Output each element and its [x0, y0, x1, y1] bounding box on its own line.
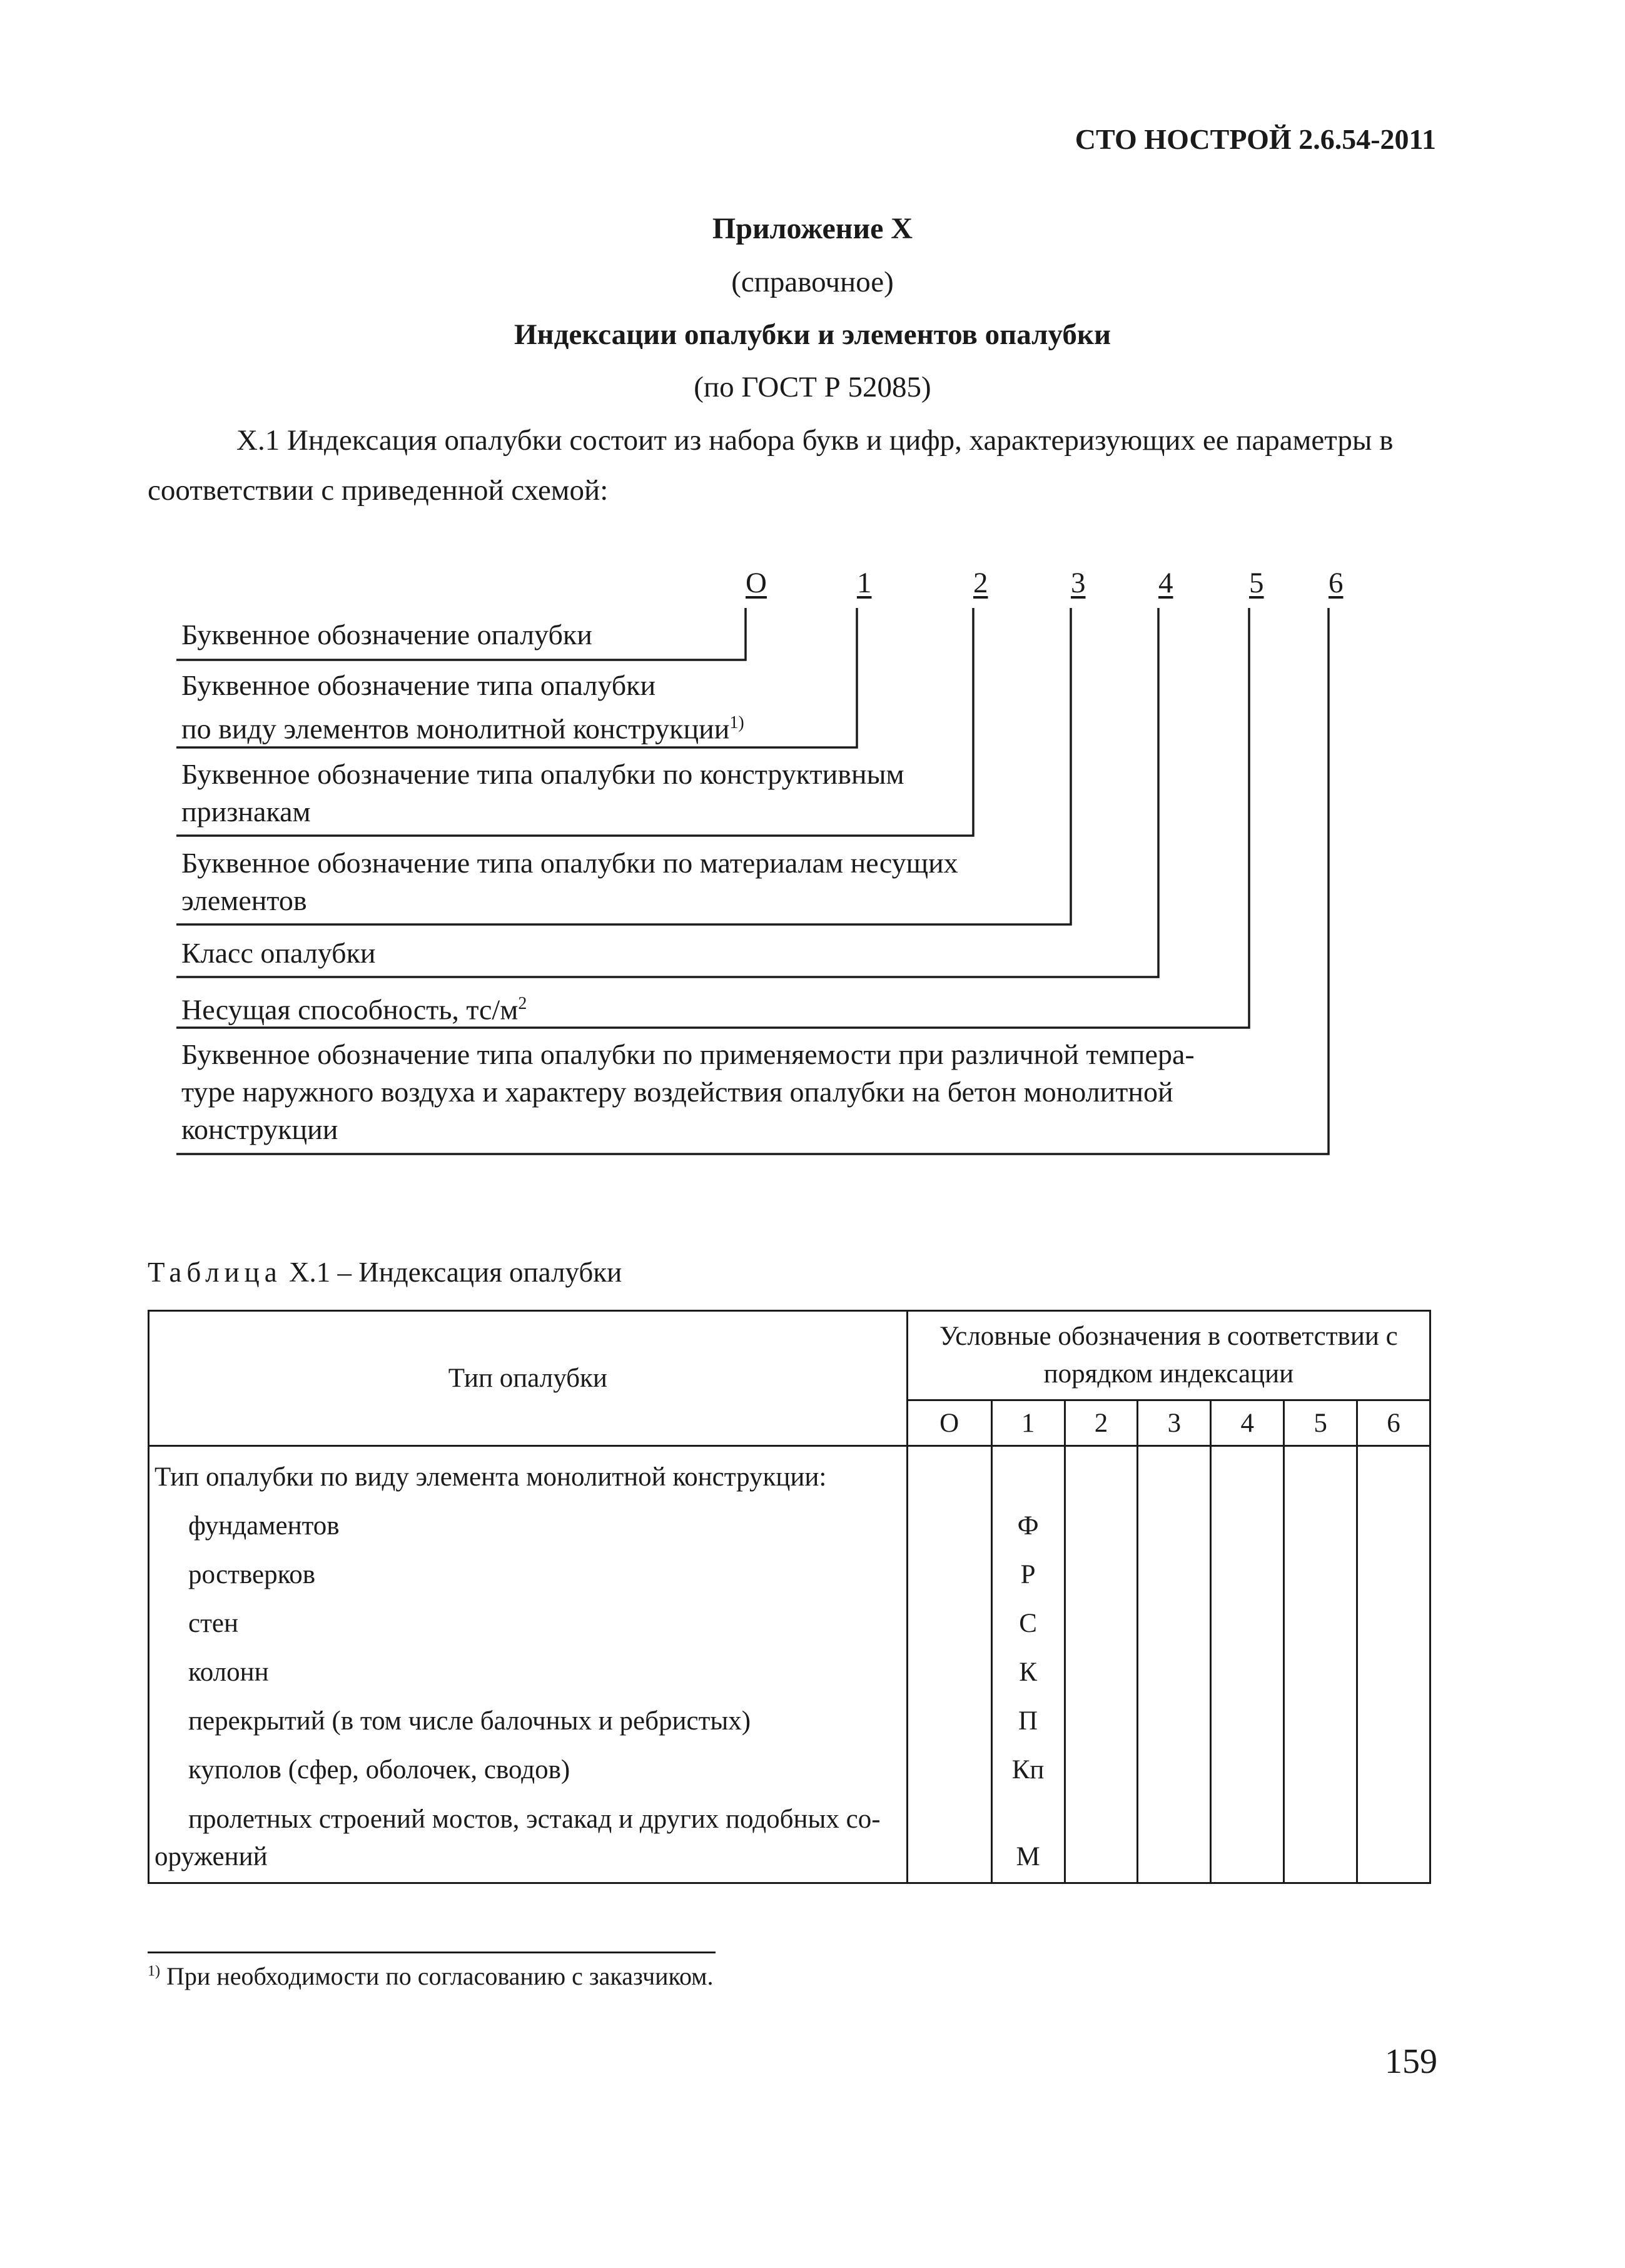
scheme-item-2-line2: признакам	[181, 796, 311, 828]
footnote: $^{1)}$ При необходимости по согласованию с заказчиком.	[148, 1962, 714, 1990]
row-code: К	[1019, 1658, 1037, 1687]
col-o-values	[907, 1446, 991, 1883]
col-1-values	[991, 1446, 1065, 1883]
scheme-item-o: Буквенное обозначение опалубки	[181, 619, 592, 651]
scheme-item-4: Класс опалубки	[181, 937, 376, 969]
footnote-divider	[148, 1952, 716, 1953]
scheme-position-1: 1	[857, 567, 872, 599]
table-body-row	[149, 1446, 1430, 1883]
col-number-6: 6	[1357, 1400, 1430, 1446]
row-type: куполов (сфер, оболочек, сводов)	[188, 1755, 570, 1785]
appendix-heading: Индексации опалубки и элементов опалубки	[514, 318, 1111, 351]
row-code: Кп	[1011, 1755, 1045, 1785]
appendix-source: (по ГОСТ Р 52085)	[694, 371, 931, 403]
footnote-reference: 1)	[729, 713, 744, 732]
row-type: колонн	[188, 1658, 269, 1687]
scheme-item-2-line1: Буквенное обозначение типа опалубки по конструктивным	[181, 758, 904, 790]
scheme-position-o: О	[746, 567, 767, 599]
row-type-continuation: оружений	[154, 1842, 268, 1871]
row-code: Р	[1020, 1560, 1036, 1589]
row-type: пролетных строений мостов, эстакад и других подобных со-	[188, 1805, 881, 1834]
col-number-5: 5	[1284, 1400, 1357, 1446]
appendix-title: Приложение Х	[712, 212, 913, 245]
row-type: фундаментов	[188, 1511, 340, 1541]
type-cell	[149, 1446, 908, 1883]
row-type: ростверков	[188, 1560, 316, 1589]
col-3-values	[1138, 1446, 1211, 1883]
scheme-position-2: 2	[973, 567, 988, 599]
col-number-3: 3	[1138, 1400, 1211, 1446]
page-number: 159	[1385, 2042, 1437, 2081]
scheme-item-6-line3: конструкции	[181, 1113, 338, 1145]
scheme-item-6-line2: туре наружного воздуха и характеру воздействия опалубки на бетон монолитной	[181, 1076, 1173, 1108]
table-caption: Таблица Х.1 – Индексация опалубки	[148, 1257, 622, 1288]
col-4-values	[1211, 1446, 1284, 1883]
scheme-item-3-line2: элементов	[181, 884, 307, 916]
scheme-item-6-line1: Буквенное обозначение типа опалубки по применяемости при различной темпера-	[181, 1038, 1195, 1070]
col-number-o: О	[907, 1400, 991, 1446]
indexation-table	[148, 1310, 1431, 1884]
col-6-values	[1357, 1446, 1430, 1883]
row-code: М	[1016, 1842, 1040, 1871]
scheme-item-1-line2: по виду элементов монолитной конструкции$^{1)}$	[181, 712, 744, 745]
row-code: С	[1019, 1609, 1037, 1638]
scheme-position-3: 3	[1071, 567, 1086, 599]
row-code: П	[1018, 1706, 1038, 1736]
intro-paragraph: Х.1 Индексация опалубки состоит из набора букв и цифр, характеризующих ее параметры в соответствии с приведенной схемой:	[148, 424, 1394, 507]
scheme-item-1-line1: Буквенное обозначение типа опалубки	[181, 669, 656, 701]
row-type: стен	[188, 1609, 238, 1638]
col-number-2: 2	[1065, 1400, 1138, 1446]
col-header-conditions: Условные обозначения в соответствии с порядком индексации	[907, 1311, 1430, 1400]
scheme-position-5: 5	[1249, 567, 1264, 599]
group-title: Тип опалубки по виду элемента монолитной конструкции:	[154, 1462, 827, 1492]
row-code: Ф	[1017, 1511, 1039, 1541]
scheme-position-4: 4	[1158, 567, 1173, 599]
superscript-2: 2	[518, 994, 527, 1013]
scheme-item-3-line1: Буквенное обозначение типа опалубки по материалам несущих	[181, 847, 958, 879]
col-5-values	[1284, 1446, 1357, 1883]
scheme-position-6: 6	[1329, 567, 1344, 599]
col-header-type: Тип опалубки	[149, 1311, 908, 1446]
col-2-values	[1065, 1446, 1138, 1883]
col-number-4: 4	[1211, 1400, 1284, 1446]
scheme-item-5: Несущая способность, тс/м$^2$	[181, 993, 527, 1026]
row-type: перекрытий (в том числе балочных и ребристых)	[188, 1706, 751, 1736]
appendix-type: (справочное)	[731, 266, 894, 298]
col-number-1: 1	[991, 1400, 1065, 1446]
document-code: СТО НОСТРОЙ 2.6.54-2011	[1075, 123, 1436, 155]
